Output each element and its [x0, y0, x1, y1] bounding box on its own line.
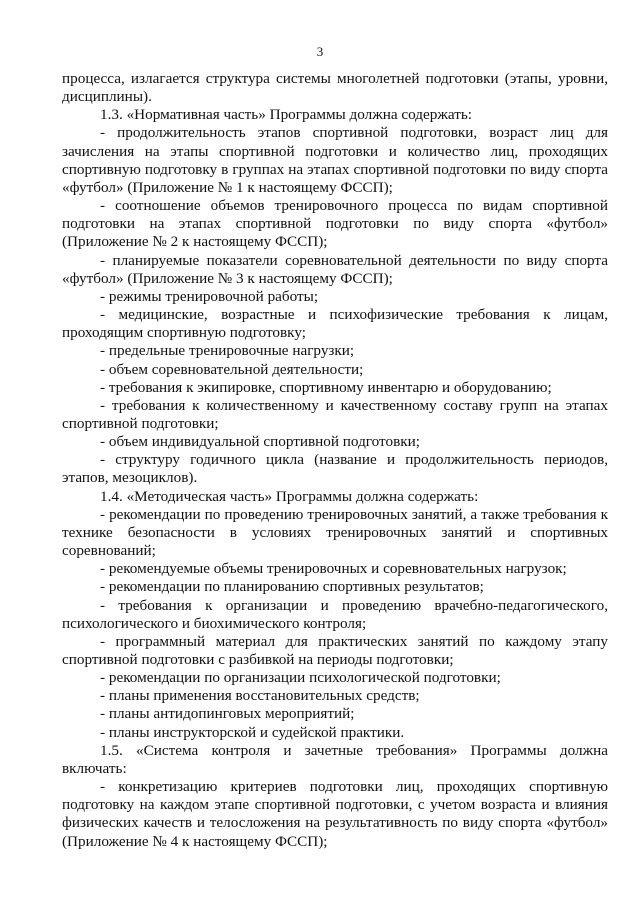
paragraph: - соотношение объемов тренировочного процесса по видам спортивной подготовки на этапах спортивной подготовки по виду спорта «футбол» (Приложение № 2 к настоящему ФССП); [62, 197, 608, 251]
paragraph: - рекомендации по организации психологической подготовки; [100, 669, 501, 687]
paragraph: процесса, излагается структура системы многолетней подготовки (этапы, уровни, дисциплины). [62, 70, 608, 106]
paragraph: - планы антидопинговых мероприятий; [100, 705, 355, 723]
paragraph: - конкретизацию критериев подготовки лиц, проходящих спортивную подготовку на каждом этапе спортивной подготовки, с учетом возраста и влияния физических качеств и телосложения на результативность по виду спорта «футбол» (Приложение № 4 к настоящему ФССП); [62, 778, 608, 850]
paragraph: - требования к организации и проведению врачебно-педагогического, психологического и биохимического контроля; [62, 596, 608, 632]
document-body [62, 70, 608, 851]
paragraph: - продолжительность этапов спортивной подготовки, возраст лиц для зачисления на этапы спортивной подготовки и количество лиц, проходящих спортивную подготовку в группах на этапах спортивной подготовки по виду спорта «футбол» (Приложение № 1 к настоящему ФССП); [62, 124, 608, 196]
paragraph: 1.3. «Нормативная часть» Программы должна содержать: [100, 106, 472, 124]
paragraph: - предельные тренировочные нагрузки; [100, 342, 355, 360]
paragraph: 1.5. «Система контроля и зачетные требования» Программы должна включать: [62, 741, 608, 777]
page-number: 3 [316, 44, 324, 59]
paragraph: - планируемые показатели соревновательной деятельности по виду спорта «футбол» (Приложение № 3 к настоящему ФССП); [62, 251, 608, 287]
paragraph: - рекомендации по планированию спортивных результатов; [100, 578, 484, 596]
paragraph: - объем индивидуальной спортивной подготовки; [100, 433, 420, 451]
paragraph: - объем соревновательной деятельности; [100, 360, 364, 378]
paragraph: - рекомендуемые объемы тренировочных и соревновательных нагрузок; [100, 560, 567, 578]
paragraph: - требования к количественному и качественному составу групп на этапах спортивной подготовки; [62, 396, 608, 432]
paragraph: - структуру годичного цикла (название и продолжительность периодов, этапов, мезоциклов). [62, 451, 608, 487]
paragraph: - планы инструкторской и судейской практики. [100, 723, 405, 741]
paragraph: 1.4. «Методическая часть» Программы должна содержать: [100, 487, 479, 505]
paragraph: - рекомендации по проведению тренировочных занятий, а также требования к технике безопасности в условиях тренировочных занятий и спортивных соревнований; [62, 505, 608, 560]
paragraph: - режимы тренировочной работы; [100, 287, 319, 305]
paragraph: - планы применения восстановительных средств; [100, 687, 420, 705]
paragraph: - требования к экипировке, спортивному инвентарю и оборудованию; [100, 378, 552, 396]
paragraph: - медицинские, возрастные и психофизические требования к лицам, проходящим спортивную подготовку; [62, 306, 608, 342]
paragraph: - программный материал для практических занятий по каждому этапу спортивной подготовки с разбивкой на периоды подготовки; [62, 632, 608, 668]
